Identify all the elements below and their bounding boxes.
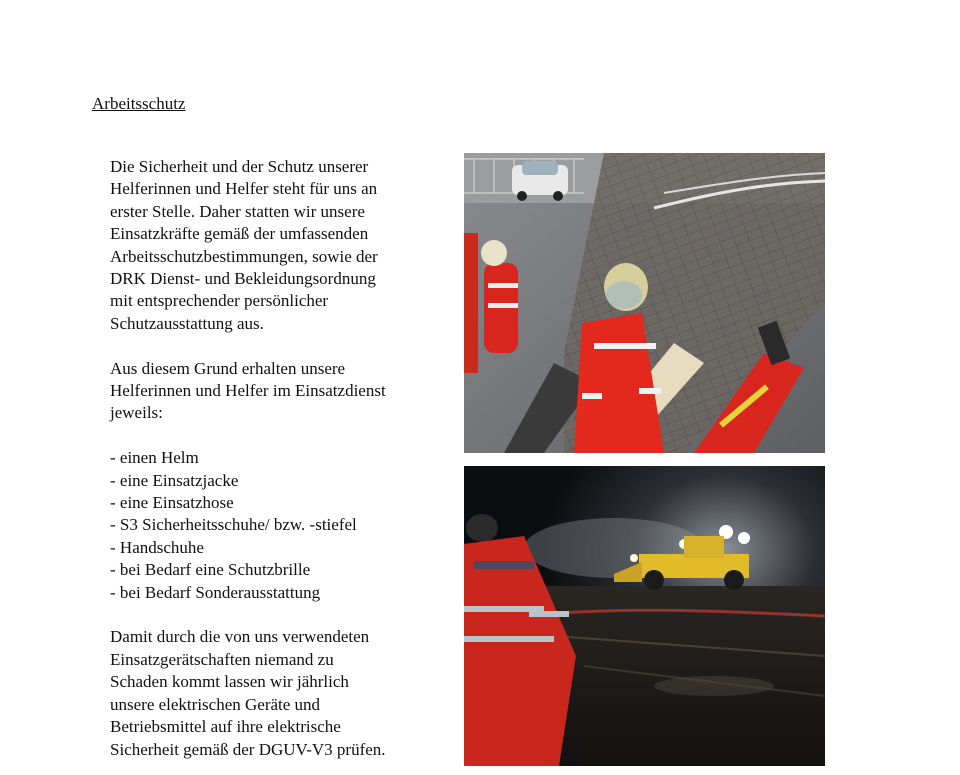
text-line: Betriebsmittel auf ihre elektrische bbox=[110, 717, 341, 737]
text-line: jeweils: bbox=[110, 403, 163, 423]
text-line: DRK Dienst- und Bekleidungsordnung bbox=[110, 269, 376, 289]
electrical-safety-paragraph bbox=[110, 626, 450, 760]
equipment-item-jacket: - eine Einsatzjacke bbox=[110, 470, 239, 490]
text-line: Helferinnen und Helfer im Einsatzdienst bbox=[110, 381, 386, 401]
text-line: Schutzausstattung aus. bbox=[110, 313, 264, 333]
equipment-item-gloves: - Handschuhe bbox=[110, 537, 204, 557]
intro-paragraph bbox=[110, 156, 450, 335]
text-line: Sicherheit gemäß der DGUV-V3 prüfen. bbox=[110, 739, 386, 759]
text-line: Arbeitsschutzbestimmungen, sowie der bbox=[110, 246, 378, 266]
equipment-list bbox=[110, 447, 450, 604]
text-line: Helferinnen und Helfer steht für uns an bbox=[110, 179, 378, 199]
equipment-item-helmet: - einen Helm bbox=[110, 448, 199, 468]
text-line: Damit durch die von uns verwendeten bbox=[110, 627, 370, 647]
text-line: Die Sicherheit und der Schutz unserer bbox=[110, 157, 369, 176]
text-line: mit entsprechender persönlicher bbox=[110, 291, 329, 311]
equipment-item-safety-boots: - S3 Sicherheitsschuhe/ bzw. -stiefel bbox=[110, 515, 357, 535]
body-text bbox=[110, 156, 450, 761]
text-line: Einsatzkräfte gemäß der umfassenden bbox=[110, 224, 369, 244]
text-line: Aus diesem Grund erhalten unsere bbox=[110, 358, 346, 378]
equipment-item-goggles: - bei Bedarf eine Schutzbrille bbox=[110, 560, 311, 580]
text-line: unsere elektrischen Geräte und bbox=[110, 694, 321, 714]
equipment-item-special: - bei Bedarf Sonderausstattung bbox=[110, 582, 321, 602]
white-car bbox=[512, 161, 568, 201]
text-line: Schaden kommt lassen wir jährlich bbox=[110, 672, 349, 692]
equipment-intro-paragraph bbox=[110, 358, 450, 425]
training-exercise-photo bbox=[464, 153, 825, 453]
text-line: erster Stelle. Daher statten wir unsere bbox=[110, 201, 365, 221]
page-title: Arbeitsschutz bbox=[92, 94, 186, 113]
night-operation-photo bbox=[464, 466, 825, 766]
text-line: Einsatzgerätschaften niemand zu bbox=[110, 649, 334, 669]
equipment-item-trousers: - eine Einsatzhose bbox=[110, 493, 234, 513]
